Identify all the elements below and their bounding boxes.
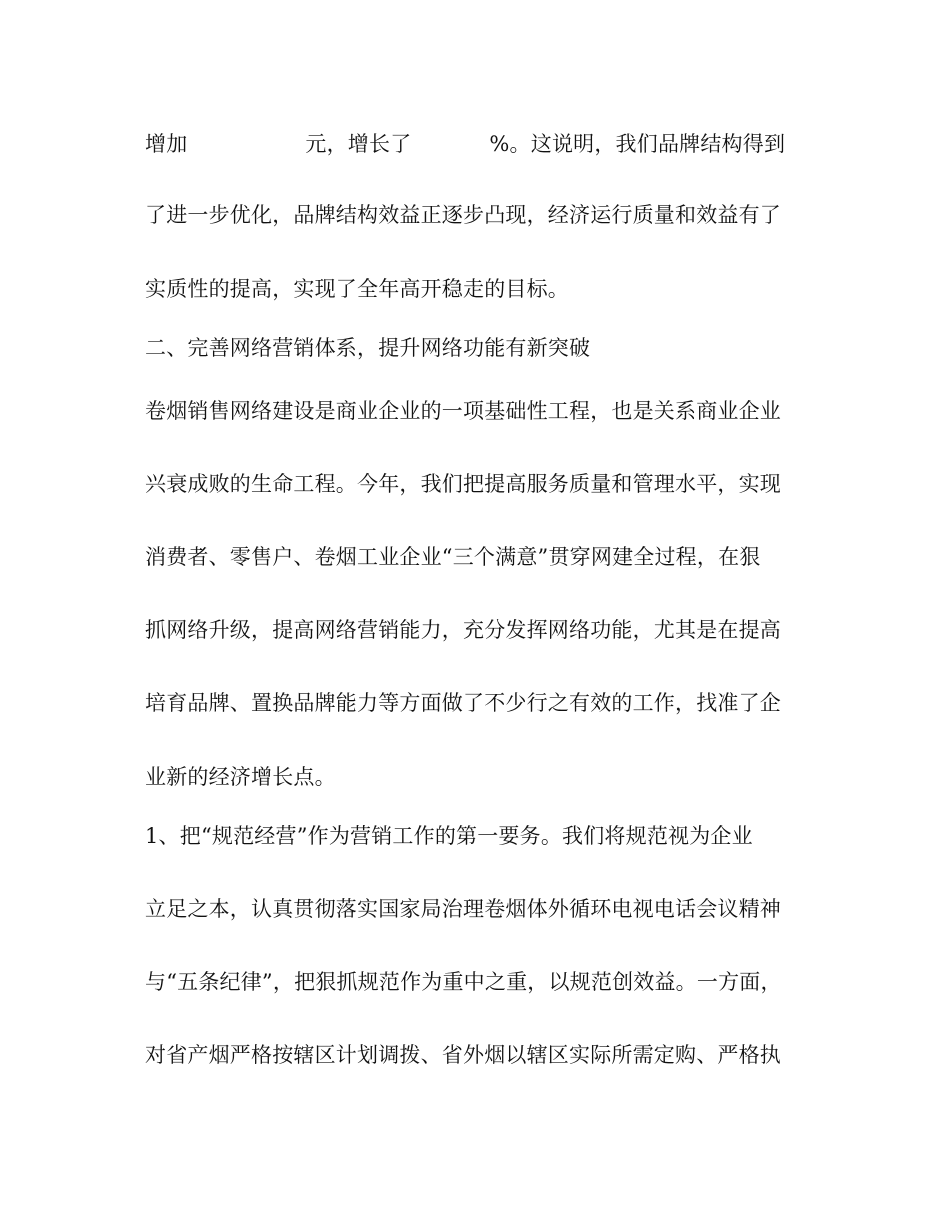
text-line-9: 培育品牌、置换品牌能力等方面做了不少行之有效的工作，找准了企 — [145, 691, 781, 715]
text-line-8: 抓网络升级，提高网络营销能力，充分发挥网络功能，尤其是在提高 — [145, 618, 781, 642]
text-fragment-percent: %。这说明，我们品牌结构得到 — [489, 132, 786, 156]
text-line-12: 立足之本，认真贯彻落实国家局治理卷烟体外循环电视电话会议精神 — [145, 897, 781, 921]
text-fragment-growth: 元，增长了 — [305, 132, 412, 156]
text-fragment-increase: 增加 — [145, 132, 188, 156]
text-line-7: 消费者、零售户、卷烟工业企业“三个满意”贯穿网建全过程，在狠 — [145, 545, 761, 569]
text-line-1 — [145, 130, 825, 158]
text-line-6: 兴衰成败的生命工程。今年，我们把提高服务质量和管理水平，实现 — [145, 472, 781, 496]
text-line-3: 实质性的提高，实现了全年高开稳走的目标。 — [145, 277, 569, 301]
text-line-2: 了进一步优化，品牌结构效益正逐步凸现，经济运行质量和效益有了 — [145, 203, 781, 227]
text-line-14: 对省产烟严格按辖区计划调拨、省外烟以辖区实际所需定购、严格执 — [145, 1043, 781, 1067]
text-line-13: 与“五条纪律”，把狠抓规范作为重中之重，以规范创效益。一方面， — [145, 970, 782, 994]
subsection-line: 1、把“规范经营”作为营销工作的第一要务。我们将规范视为企业 — [145, 824, 753, 848]
text-line-5: 卷烟销售网络建设是商业企业的一项基础性工程，也是关系商业企业 — [145, 399, 781, 423]
text-line-10: 业新的经济增长点。 — [145, 765, 336, 789]
section-heading: 二、完善网络营销体系，提升网络功能有新突破 — [145, 336, 591, 360]
